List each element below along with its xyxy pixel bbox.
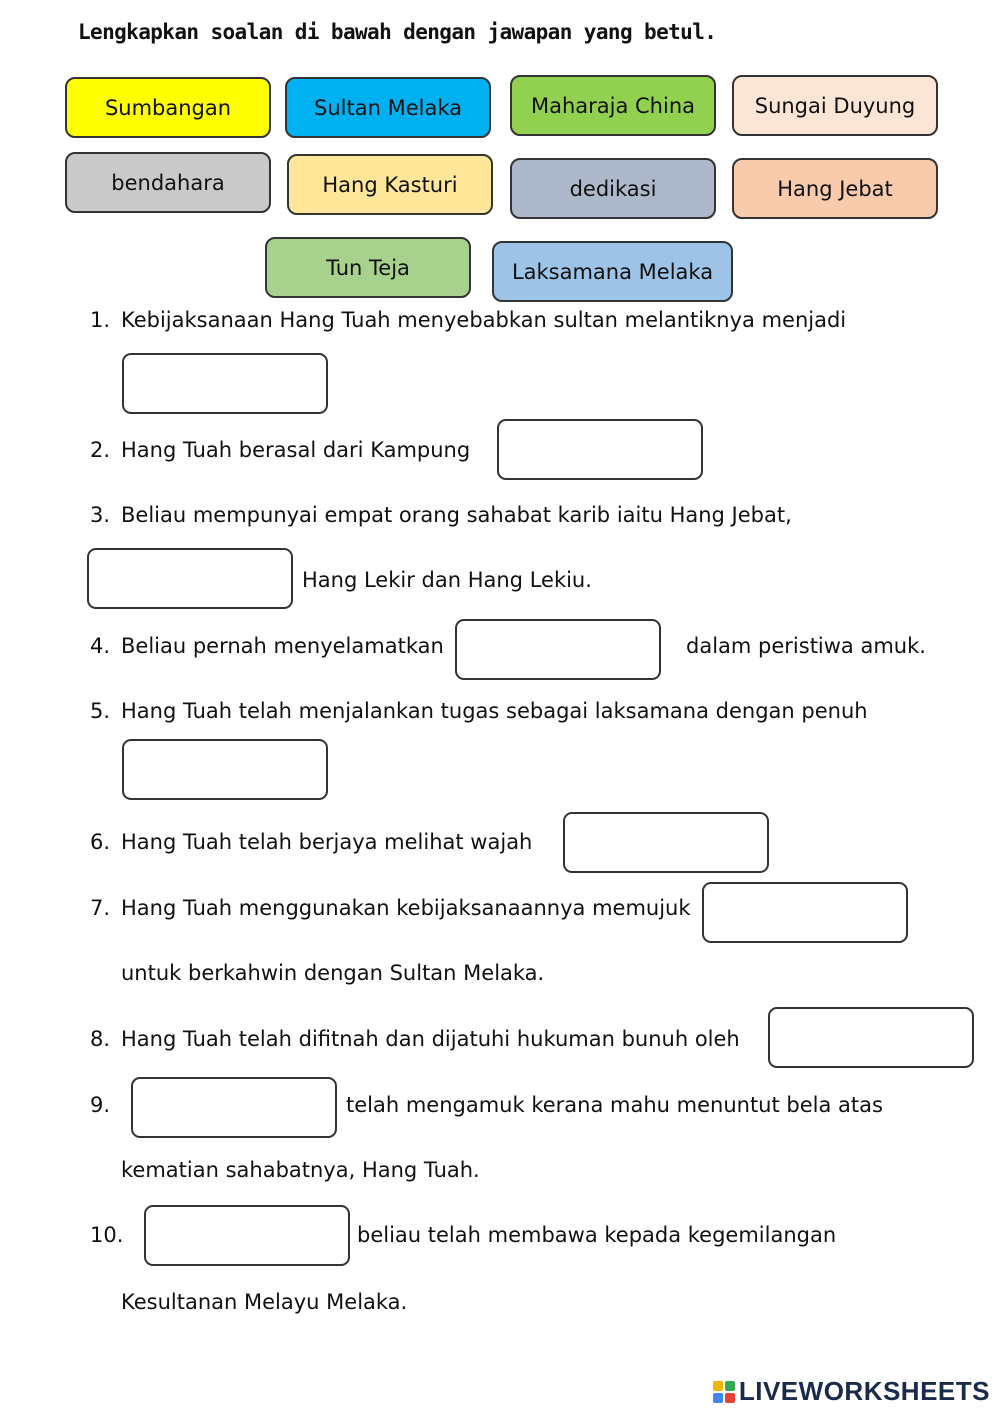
question-text: Beliau mempunyai empat orang sahabat karib iaitu Hang Jebat, [121,503,792,527]
word-chip-hang-kasturi[interactable]: Hang Kasturi [287,154,493,215]
word-chip-maharaja-china[interactable]: Maharaja China [510,75,716,136]
question-text: Beliau pernah menyelamatkan [121,634,444,658]
question-text-continued: dalam peristiwa amuk. [686,634,926,658]
word-chip-laksamana-melaka[interactable]: Laksamana Melaka [492,241,733,302]
word-chip-sumbangan[interactable]: Sumbangan [65,77,271,138]
instruction-text: Lengkapkan soalan di bawah dengan jawapan yang betul. [78,20,717,44]
word-chip-hang-jebat[interactable]: Hang Jebat [732,158,938,219]
question-text-continued: kematian sahabatnya, Hang Tuah. [121,1158,480,1182]
question-text: Hang Tuah menggunakan kebijaksanaannya memujuk [121,896,691,920]
answer-box-1[interactable] [122,353,328,414]
question-number: 8. [90,1027,111,1051]
question-text: Kebijaksanaan Hang Tuah menyebabkan sultan melantiknya menjadi [121,308,847,332]
word-chip-bendahara[interactable]: bendahara [65,152,271,213]
question-number: 1. [90,308,111,332]
question-number: 7. [90,896,111,920]
question-text: Hang Tuah telah berjaya melihat wajah [121,830,533,854]
brand-name: LIVEWORKSHEETS [738,1376,990,1406]
question-text: Hang Tuah berasal dari Kampung [121,438,471,462]
answer-box-4[interactable] [455,619,661,680]
question-number: 3. [90,503,111,527]
question-text: Hang Tuah telah difitnah dan dijatuhi hukuman bunuh oleh [121,1027,740,1051]
question-number: 6. [90,830,111,854]
question-number: 9. [90,1093,111,1117]
word-chip-sungai-duyung[interactable]: Sungai Duyung [732,75,938,136]
answer-box-6[interactable] [563,812,769,873]
answer-box-9[interactable] [131,1077,337,1138]
answer-box-7[interactable] [702,882,908,943]
question-text-continued: Hang Lekir dan Hang Lekiu. [302,568,592,592]
question-text: Hang Tuah telah menjalankan tugas sebagai laksamana dengan penuh [121,699,868,723]
liveworksheets-branding [713,1376,990,1407]
answer-box-3[interactable] [87,548,293,609]
answer-box-8[interactable] [768,1007,974,1068]
question-text: telah mengamuk kerana mahu menuntut bela atas [346,1093,883,1117]
liveworksheets-logo-icon [713,1381,735,1403]
word-chip-dedikasi[interactable]: dedikasi [510,158,716,219]
question-text-continued: untuk berkahwin dengan Sultan Melaka. [121,961,545,985]
question-text-continued: Kesultanan Melayu Melaka. [121,1290,408,1314]
answer-box-10[interactable] [144,1205,350,1266]
word-chip-sultan-melaka[interactable]: Sultan Melaka [285,77,491,138]
answer-box-2[interactable] [497,419,703,480]
question-number: 10. [90,1223,124,1247]
word-chip-tun-teja[interactable]: Tun Teja [265,237,471,298]
question-number: 5. [90,699,111,723]
answer-box-5[interactable] [122,739,328,800]
question-text: beliau telah membawa kepada kegemilangan [357,1223,837,1247]
question-number: 4. [90,634,111,658]
question-number: 2. [90,438,111,462]
